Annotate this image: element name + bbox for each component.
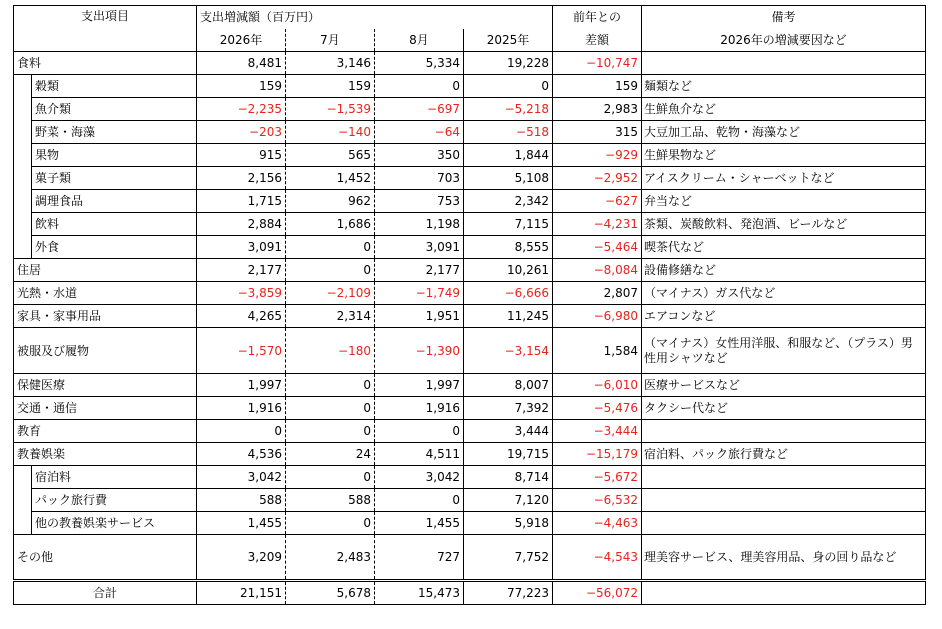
cell-aug: 4,511 [375,443,464,466]
cell-note [642,489,926,512]
table-row [14,259,926,282]
cell-y2026: 3,042 [197,466,286,489]
cell-diff: −4,543 [553,535,642,581]
indent-cell [14,466,32,489]
cell-diff: 315 [553,121,642,144]
cell-y2025: 5,918 [464,512,553,535]
cell-diff: 2,983 [553,98,642,121]
row-label: その他 [14,535,197,581]
cell-diff: −6,010 [553,374,642,397]
cell-diff: −2,952 [553,167,642,190]
cell-note: 大豆加工品、乾物・海藻など [642,121,926,144]
cell-aug: 0 [375,420,464,443]
row-sublabel: 外食 [32,236,197,259]
cell-aug: 1,198 [375,213,464,236]
cell-y2026: 1,997 [197,374,286,397]
cell-note: タクシー代など [642,397,926,420]
cell-y2025: 8,555 [464,236,553,259]
header-diff-line1: 前年との [553,6,642,29]
cell-jul: 24 [286,443,375,466]
indent-cell [14,512,32,535]
indent-cell [14,121,32,144]
indent-cell [14,236,32,259]
cell-note: 麺類など [642,75,926,98]
cell-diff: 2,807 [553,282,642,305]
row-sublabel: 飲料 [32,213,197,236]
header-2025: 2025年 [464,29,553,52]
total-aug: 15,473 [375,581,464,605]
cell-jul: 0 [286,397,375,420]
table-row [14,466,926,489]
indent-cell [14,144,32,167]
cell-note: アイスクリーム・シャーベットなど [642,167,926,190]
cell-y2026: 3,209 [197,535,286,581]
cell-jul: 0 [286,374,375,397]
indent-cell [14,98,32,121]
cell-y2025: 7,392 [464,397,553,420]
cell-note: （マイナス）女性用洋服、和服など、（プラス）男性用シャツなど [642,328,926,374]
row-label: 光熱・水道 [14,282,197,305]
table-row [14,236,926,259]
row-sublabel: 魚介類 [32,98,197,121]
cell-note: 茶類、炭酸飲料、発泡酒、ビールなど [642,213,926,236]
header-diff-line2: 差額 [553,29,642,52]
cell-aug: −64 [375,121,464,144]
cell-y2026: 159 [197,75,286,98]
table-row [14,282,926,305]
cell-jul: 565 [286,144,375,167]
cell-aug: 2,177 [375,259,464,282]
table-row [14,75,926,98]
total-diff: −56,072 [553,581,642,605]
cell-aug: 727 [375,535,464,581]
cell-y2026: 2,156 [197,167,286,190]
row-label: 教育 [14,420,197,443]
cell-y2026: 588 [197,489,286,512]
cell-jul: 159 [286,75,375,98]
total-y2025: 77,223 [464,581,553,605]
header-2026: 2026年 [197,29,286,52]
cell-jul: 2,314 [286,305,375,328]
cell-y2026: −3,859 [197,282,286,305]
cell-diff: −15,179 [553,443,642,466]
cell-diff: −10,747 [553,52,642,75]
cell-diff: −5,476 [553,397,642,420]
row-label: 家具・家事用品 [14,305,197,328]
cell-note: 理美容サービス、理美容用品、身の回り品など [642,535,926,581]
cell-y2026: 4,265 [197,305,286,328]
cell-note: 喫茶代など [642,236,926,259]
cell-diff: 159 [553,75,642,98]
cell-note: 生鮮魚介など [642,98,926,121]
cell-aug: 0 [375,489,464,512]
cell-note: 弁当など [642,190,926,213]
cell-diff: −627 [553,190,642,213]
cell-jul: 1,452 [286,167,375,190]
cell-y2025: 10,261 [464,259,553,282]
cell-y2025: 7,752 [464,535,553,581]
row-sublabel: パック旅行費 [32,489,197,512]
total-row [14,581,926,605]
cell-y2025: 19,715 [464,443,553,466]
table-row [14,98,926,121]
cell-y2026: −2,235 [197,98,286,121]
cell-y2026: −203 [197,121,286,144]
cell-jul: 0 [286,420,375,443]
total-y2026: 21,151 [197,581,286,605]
table-row [14,121,926,144]
header-notes-line1: 備考 [642,6,926,29]
table-row [14,535,926,581]
cell-aug: 753 [375,190,464,213]
cell-y2025: 7,115 [464,213,553,236]
cell-jul: −1,539 [286,98,375,121]
cell-y2026: 0 [197,420,286,443]
cell-aug: −1,390 [375,328,464,374]
table-row [14,512,926,535]
cell-diff: 1,584 [553,328,642,374]
header-change-group: 支出増減額（百万円） [197,6,553,29]
cell-aug: 1,951 [375,305,464,328]
indent-cell [14,190,32,213]
total-label: 合計 [14,581,197,605]
cell-y2026: 4,536 [197,443,286,466]
table-row [14,397,926,420]
cell-note [642,420,926,443]
header-july: 7月 [286,29,375,52]
cell-y2026: 3,091 [197,236,286,259]
total-note [642,581,926,605]
cell-aug: 0 [375,75,464,98]
cell-jul: 0 [286,236,375,259]
cell-diff: −4,231 [553,213,642,236]
cell-note [642,52,926,75]
cell-jul: −2,109 [286,282,375,305]
cell-diff: −6,532 [553,489,642,512]
cell-y2026: 1,455 [197,512,286,535]
indent-cell [14,167,32,190]
cell-y2025: 0 [464,75,553,98]
indent-cell [14,75,32,98]
cell-jul: 2,483 [286,535,375,581]
cell-aug: −1,749 [375,282,464,305]
row-sublabel: 他の教養娯楽サービス [32,512,197,535]
cell-y2025: 8,007 [464,374,553,397]
expenditure-table [13,5,926,605]
cell-y2026: 1,715 [197,190,286,213]
cell-note: （マイナス）ガス代など [642,282,926,305]
cell-aug: 3,042 [375,466,464,489]
table-row [14,52,926,75]
cell-jul: 0 [286,512,375,535]
cell-aug: 1,455 [375,512,464,535]
cell-y2025: 19,228 [464,52,553,75]
cell-note: 設備修繕など [642,259,926,282]
cell-y2026: 8,481 [197,52,286,75]
cell-diff: −3,444 [553,420,642,443]
row-label: 住居 [14,259,197,282]
table-row [14,305,926,328]
cell-y2025: 7,120 [464,489,553,512]
cell-y2025: −5,218 [464,98,553,121]
header-august: 8月 [375,29,464,52]
cell-diff: −6,980 [553,305,642,328]
header-notes-line2: 2026年の増減要因など [642,29,926,52]
cell-note [642,466,926,489]
row-sublabel: 果物 [32,144,197,167]
cell-y2025: 2,342 [464,190,553,213]
table-row [14,328,926,374]
cell-diff: −929 [553,144,642,167]
cell-y2025: −518 [464,121,553,144]
header-item: 支出項目 [14,6,197,52]
cell-jul: 1,686 [286,213,375,236]
cell-aug: −697 [375,98,464,121]
table-row [14,374,926,397]
indent-cell [14,489,32,512]
table-row [14,167,926,190]
table-row [14,144,926,167]
cell-diff: −8,084 [553,259,642,282]
cell-note [642,512,926,535]
table-row [14,190,926,213]
cell-y2026: 2,884 [197,213,286,236]
cell-aug: 5,334 [375,52,464,75]
row-sublabel: 穀類 [32,75,197,98]
cell-y2026: −1,570 [197,328,286,374]
row-label: 保健医療 [14,374,197,397]
cell-diff: −5,464 [553,236,642,259]
cell-note: 医療サービスなど [642,374,926,397]
table-row [14,443,926,466]
cell-y2025: −6,666 [464,282,553,305]
cell-jul: 0 [286,259,375,282]
total-jul: 5,678 [286,581,375,605]
row-label: 食料 [14,52,197,75]
cell-diff: −4,463 [553,512,642,535]
cell-y2025: 5,108 [464,167,553,190]
cell-jul: 3,146 [286,52,375,75]
cell-jul: 962 [286,190,375,213]
row-label: 教養娯楽 [14,443,197,466]
row-label: 被服及び履物 [14,328,197,374]
cell-y2025: 8,714 [464,466,553,489]
cell-aug: 1,916 [375,397,464,420]
cell-aug: 3,091 [375,236,464,259]
cell-note: エアコンなど [642,305,926,328]
cell-note: 宿泊料、パック旅行費など [642,443,926,466]
table-row [14,213,926,236]
cell-y2026: 1,916 [197,397,286,420]
cell-y2025: 1,844 [464,144,553,167]
row-sublabel: 宿泊料 [32,466,197,489]
cell-y2026: 2,177 [197,259,286,282]
cell-jul: −140 [286,121,375,144]
table-row [14,489,926,512]
cell-aug: 350 [375,144,464,167]
cell-diff: −5,672 [553,466,642,489]
indent-cell [14,213,32,236]
cell-jul: −180 [286,328,375,374]
cell-y2025: 3,444 [464,420,553,443]
cell-note: 生鮮果物など [642,144,926,167]
cell-aug: 1,997 [375,374,464,397]
row-label: 交通・通信 [14,397,197,420]
cell-y2025: −3,154 [464,328,553,374]
row-sublabel: 野菜・海藻 [32,121,197,144]
cell-jul: 0 [286,466,375,489]
table-row [14,420,926,443]
cell-aug: 703 [375,167,464,190]
cell-y2026: 915 [197,144,286,167]
cell-y2025: 11,245 [464,305,553,328]
row-sublabel: 菓子類 [32,167,197,190]
row-sublabel: 調理食品 [32,190,197,213]
cell-jul: 588 [286,489,375,512]
